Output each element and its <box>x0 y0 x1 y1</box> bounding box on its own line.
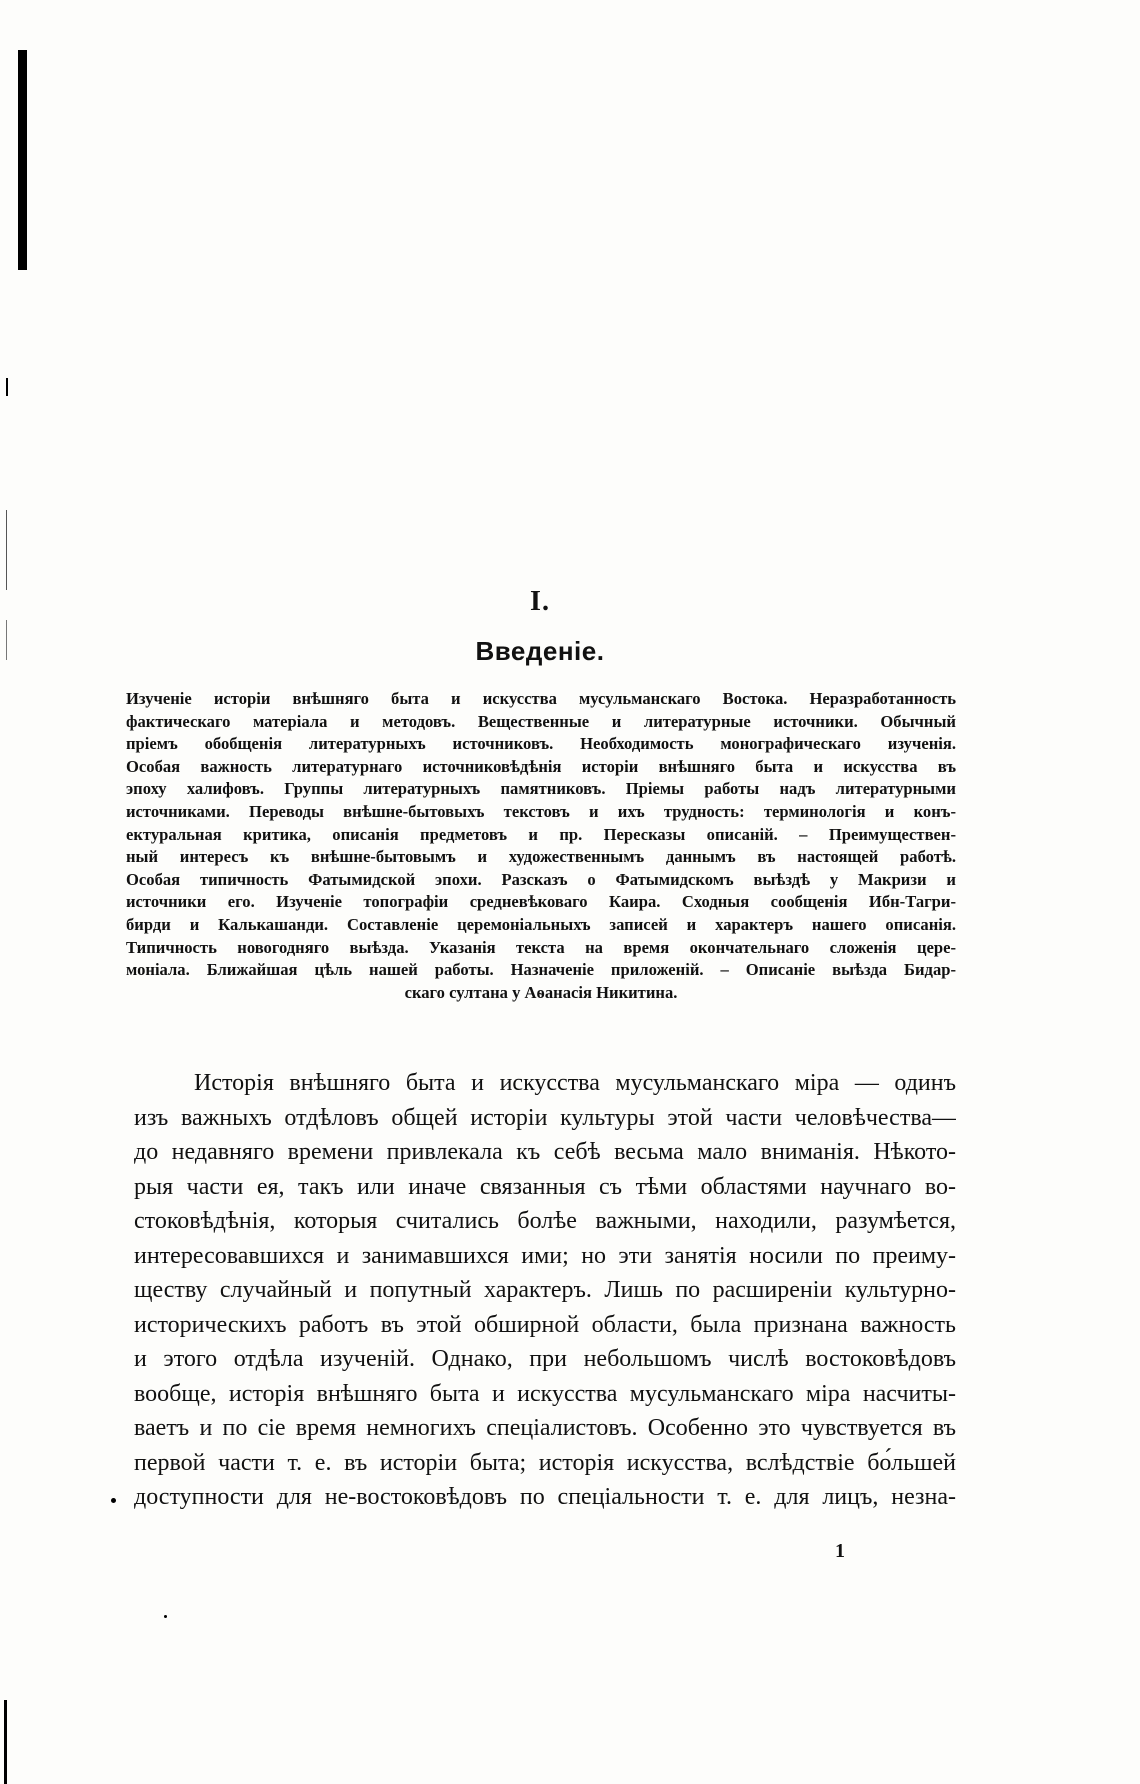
body-line: до недавняго времени привлекала къ себѣ весьма мало вниманія. Нѣкото- <box>134 1139 956 1165</box>
scan-edge-mark <box>6 510 7 590</box>
body-line: ваетъ и по сіе время немногихъ спеціалистовъ. Особенно это чувствуется въ <box>134 1415 956 1441</box>
body-line: историческихъ работъ въ этой обширной области, была признана важность <box>134 1311 956 1338</box>
body-line: ществу случайный и попутный характеръ. Лишь по расширеніи культурно- <box>134 1277 956 1303</box>
body-line: первой части т. е. въ исторіи быта; исторія искусства, вслѣдствіе бо́льшей <box>134 1449 956 1476</box>
summary-line: Особая важность литературнаго источниковѣдѣнія исторіи внѣшняго быта и искусства въ <box>126 756 956 776</box>
summary-line: ный интересъ къ внѣшне-бытовымъ и художественнымъ даннымъ въ настоящей работѣ. <box>126 847 956 867</box>
chapter-summary <box>126 688 956 1004</box>
summary-line: источниками. Переводы внѣшне-бытовыхъ текстовъ и ихъ трудность: терминологія и конъ- <box>126 801 956 821</box>
summary-line: Изученіе исторіи внѣшняго быта и искусства мусульманскаго Востока. Неразработанность <box>126 689 956 708</box>
chapter-title: Введеніе. <box>475 636 605 666</box>
body-line: вообще, исторія внѣшняго быта и искусства мусульманскаго міра насчиты- <box>134 1380 956 1407</box>
summary-line: скаго султана у Аѳанасія Никитина. <box>404 982 678 1002</box>
page-number: 1 <box>835 1540 845 1562</box>
scan-dot <box>111 1498 116 1503</box>
summary-line: пріемъ обобщенія литературныхъ источниковъ. Необходимость монографическаго изученія. <box>126 734 956 754</box>
summary-line: ектуральная критика, описанія предметовъ и пр. Пересказы описаній. – Преимуществен- <box>126 824 956 844</box>
summary-line: Типичность новогодняго выѣзда. Указанія текста на время окончательнаго сложенія цере- <box>126 937 956 957</box>
summary-line: моніала. Ближайшая цѣль нашей работы. Назначеніе приложеній. – Описаніе выѣзда Бидар- <box>126 960 956 980</box>
body-line: изъ важныхъ отдѣловъ общей исторіи культуры этой части человѣчества— <box>134 1104 956 1131</box>
scan-edge-mark <box>4 1700 7 1784</box>
summary-line: источники его. Изученіе топографіи средневѣковаго Каира. Сходныя сообщенія Ибн-Тагри- <box>126 892 956 912</box>
summary-line: эпоху халифовъ. Группы литературныхъ памятниковъ. Пріемы работы надъ литературными <box>126 779 956 799</box>
scan-edge-mark <box>18 50 27 270</box>
scan-dot <box>164 1615 167 1618</box>
scan-edge-mark <box>6 378 8 396</box>
body-line: Исторія внѣшняго быта и искусства мусульманскаго міра — одинъ <box>194 1070 956 1096</box>
body-line: рыя части ея, такъ или иначе связанныя съ тѣми областями научнаго во- <box>134 1173 956 1200</box>
summary-line: Особая типичность Фатымидской эпохи. Разсказъ о Фатымидскомъ выѣздѣ у Макризи и <box>126 869 956 889</box>
body-line: доступности для не-востоковѣдовъ по спеціальности т. е. для лицъ, незна- <box>134 1484 956 1510</box>
body-line: и этого отдѣла изученій. Однако, при небольшомъ числѣ востоковѣдовъ <box>134 1346 956 1372</box>
body-line: интересовавшихся и занимавшихся ими; но эти занятія носили по преиму- <box>134 1242 956 1269</box>
summary-line: фактическаго матеріала и методовъ. Вещественные и литературные источники. Обычный <box>126 711 956 731</box>
chapter-number: I. <box>530 586 550 617</box>
body-text <box>134 1066 956 1515</box>
summary-line: бирди и Калькашанди. Составленіе церемоніальныхъ записей и характеръ нашего описанія. <box>126 914 956 934</box>
body-line: стоковѣдѣнія, которыя считались болѣе важными, находили, разумѣется, <box>134 1208 956 1234</box>
